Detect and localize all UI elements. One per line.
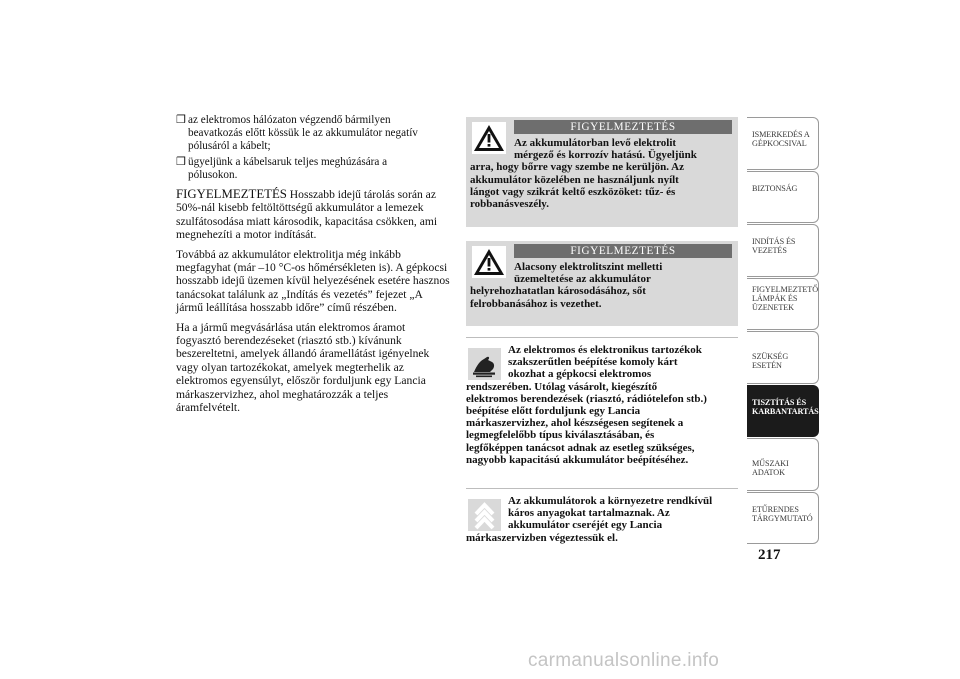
- bullet-item: [176, 114, 452, 153]
- bullet-line: pólusáról a kábelt;: [188, 140, 271, 152]
- recycle-icon: [468, 499, 501, 531]
- bullet-line: ügyeljünk a kábelsaruk teljes meghúzására a: [188, 156, 388, 168]
- tab-muszaki[interactable]: MŰSZAKI ADATOK: [747, 438, 819, 491]
- accessories-paragraph: Ha a jármű megvásárlása után elektromos áramot fogyasztó berendezéseket (riasztó stb.) kívánunk beszereltetni, amelyek állandó áramellátást igényelnek vagy olyan tartozékokat, amelyek megterhelik az elektromos egyensúlyt, először forduljunk egy Lancia márkaszervizhez, ahol meghatározzák a teljes áramfelvételt.: [176, 320, 430, 415]
- warning-triangle-icon: [472, 246, 506, 278]
- tab-targymutato[interactable]: ETŰRENDES TÁRGYMUTATÓ: [747, 492, 819, 545]
- warning-title: FIGYELMEZTETÉS: [514, 244, 732, 258]
- hand-warning-icon: [468, 348, 501, 380]
- tab-inditas[interactable]: INDÍTÁS ÉS VEZETÉS: [747, 224, 819, 277]
- warning-box: [466, 117, 738, 227]
- right-column: [466, 117, 738, 544]
- tab-ismerkedes[interactable]: ISMERKEDÉS A GÉPKOCSIVAL: [747, 117, 819, 170]
- bullet-item: [176, 156, 452, 182]
- watermark: carmanualsonline.info: [528, 650, 720, 671]
- warning-text: Az akkumulátorban levő elektrolit mérgező és korrozív hatású. Ügyeljünk arra, hogy bőrre vagy szembe ne kerüljön. Az akkumulátor közelében ne használjunk nyílt lángot vagy szikrát keltő eszközöket: tűz- és robbanásveszély.: [470, 137, 697, 211]
- checkbox-bullet-icon: ❒: [176, 156, 186, 168]
- tab-figyelmezteto[interactable]: FIGYELMEZTETŐ LÁMPÁK ÉS ÜZENETEK: [747, 278, 819, 331]
- freezing-paragraph: Továbbá az akkumulátor elektrolitja még inkább megfagyhat (már –10 °C-os hőmérsékleten is). A gépkocsi hosszabb idejű üzemen kívül helyezésének esetére hasznos tanácsokat találunk az „Indítás és vezetés” fejezet „A jármű leállítása hosszabb időre” című részében.: [176, 247, 450, 315]
- note-text: Az akkumulátorok a környezetre rendkívül káros anyagokat tartalmaznak. Az akkumulátor cseréjét egy Lancia márkaszervizben végeztessük el.: [466, 495, 713, 544]
- bullet-line: pólusokon.: [188, 169, 238, 181]
- tab-tisztitas[interactable]: TISZTÍTÁS ÉS KARBANTARTÁS: [747, 385, 819, 438]
- storage-paragraph: [176, 188, 452, 242]
- note-block: [466, 337, 738, 466]
- warning-title: FIGYELMEZTETÉS: [514, 120, 732, 134]
- note-text: Az elektromos és elektronikus tartozékok szakszerűtlen beépítése komoly kárt okozhat a gépkocsi elektromos rendszerében. Utólag vásárolt, kiegészítő elektromos berendezések (riasztó, rádiótelefon stb.) beépítése előtt forduljunk egy Lancia márkaszervizhez, ahol készségesen segítenek a legmegfelelőbb típus kiválasztásában, és legfőképpen tanácsot adnak az esetleg szükséges, nagyobb kapacitású akkumulátor beépítéséhez.: [466, 344, 707, 466]
- chapter-tabs: [747, 117, 819, 545]
- paragraph-lead: FIGYELMEZTETÉS: [176, 187, 287, 201]
- page-number: 217: [758, 547, 781, 563]
- tab-szukseg[interactable]: SZÜKSÉG ESETÉN: [747, 331, 819, 384]
- warning-box: [466, 241, 738, 326]
- tab-biztonsag[interactable]: BIZTONSÁG: [747, 171, 819, 224]
- paragraph-text: Hosszabb idejű tárolás során az 50%-nál kisebb feltöltöttségű akkumulátor a lemezek szulfátosodása miatt károsodik, kapacitása csökken, ami megnehezíti a motor indítását.: [176, 188, 438, 242]
- bullet-line: beavatkozás előtt kössük le az akkumulátor negatív: [188, 127, 418, 139]
- checkbox-bullet-icon: ❒: [176, 114, 186, 126]
- note-block: [466, 488, 738, 544]
- warning-triangle-icon: [472, 122, 506, 154]
- left-column: [176, 114, 452, 415]
- bullet-line: az elektromos hálózaton végzendő bármilyen: [188, 114, 391, 126]
- warning-text: Alacsony elektrolitszint melletti üzemeltetése az akkumulátor helyrehozhatatlan károsodásához, sőt felrobbanásához is vezethet.: [470, 261, 663, 310]
